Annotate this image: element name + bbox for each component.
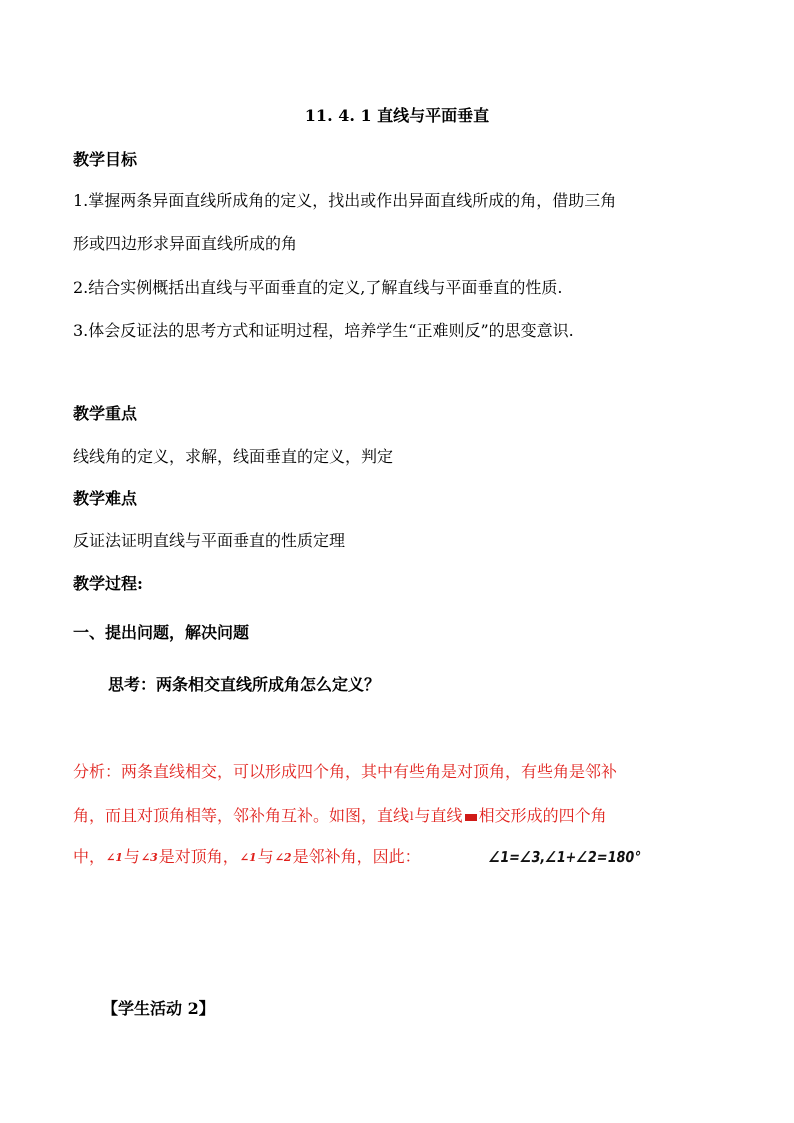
process-heading: 教学过程: xyxy=(73,574,143,593)
page-title: 11. 4. 1 直线与平面垂直 xyxy=(304,106,490,125)
analysis-text: 与 xyxy=(123,847,140,866)
key-points-text: 线线角的定义，求解，线面垂直的定义，判定 xyxy=(73,447,394,466)
objective-2: 2.结合实例概括出直线与平面垂直的定义,了解直线与平面垂直的性质. xyxy=(73,278,563,297)
angle-2-symbol: ∠2 xyxy=(274,851,292,864)
section-1-heading: 一、提出问题，解决问题 xyxy=(73,623,250,642)
analysis-text: 中， xyxy=(73,847,106,866)
angle-1-symbol: ∠1 xyxy=(239,851,257,864)
objective-1-line-2: 形或四边形求异面直线所成的角 xyxy=(73,234,298,253)
objective-3: 3.体会反证法的思考方式和证明过程，培养学生“正难则反”的思变意识. xyxy=(73,321,574,340)
formula-text: ∠1=∠3,∠1+∠2=180° xyxy=(487,848,668,866)
objectives-heading: 教学目标 xyxy=(73,150,138,169)
objective-1-line-1: 1.掌握两条异面直线所成角的定义，找出或作出异面直线所成的角，借助三角 xyxy=(73,191,617,210)
difficulties-text: 反证法证明直线与平面垂直的性质定理 xyxy=(73,531,346,550)
analysis-text: 角，而且对顶角相等，邻补角互补。如图，直线 xyxy=(73,806,410,825)
think-question: 思考：两条相交直线所成角怎么定义？ xyxy=(108,675,381,694)
analysis-text: 与直线 xyxy=(414,806,463,825)
analysis-text: 相交形成的四个角 xyxy=(478,806,607,825)
analysis-text: 与 xyxy=(257,847,274,866)
angle-3-symbol: ∠3 xyxy=(140,851,158,864)
analysis-line-2 xyxy=(73,806,723,827)
line-m-symbol xyxy=(465,814,477,821)
key-points-heading: 教学重点 xyxy=(73,404,138,423)
student-activity-label: 【学生活动 2】 xyxy=(102,999,215,1018)
formula-image xyxy=(486,848,668,866)
angle-1-symbol: ∠1 xyxy=(106,851,123,864)
difficulties-heading: 教学难点 xyxy=(73,489,138,508)
line-l-symbol: l xyxy=(410,810,414,823)
analysis-text: 是对顶角， xyxy=(158,847,239,866)
analysis-line-1: 分析：两条直线相交，可以形成四个角，其中有些角是对顶角，有些角是邻补 xyxy=(73,762,618,781)
analysis-text: 是邻补角，因此： xyxy=(292,847,421,866)
